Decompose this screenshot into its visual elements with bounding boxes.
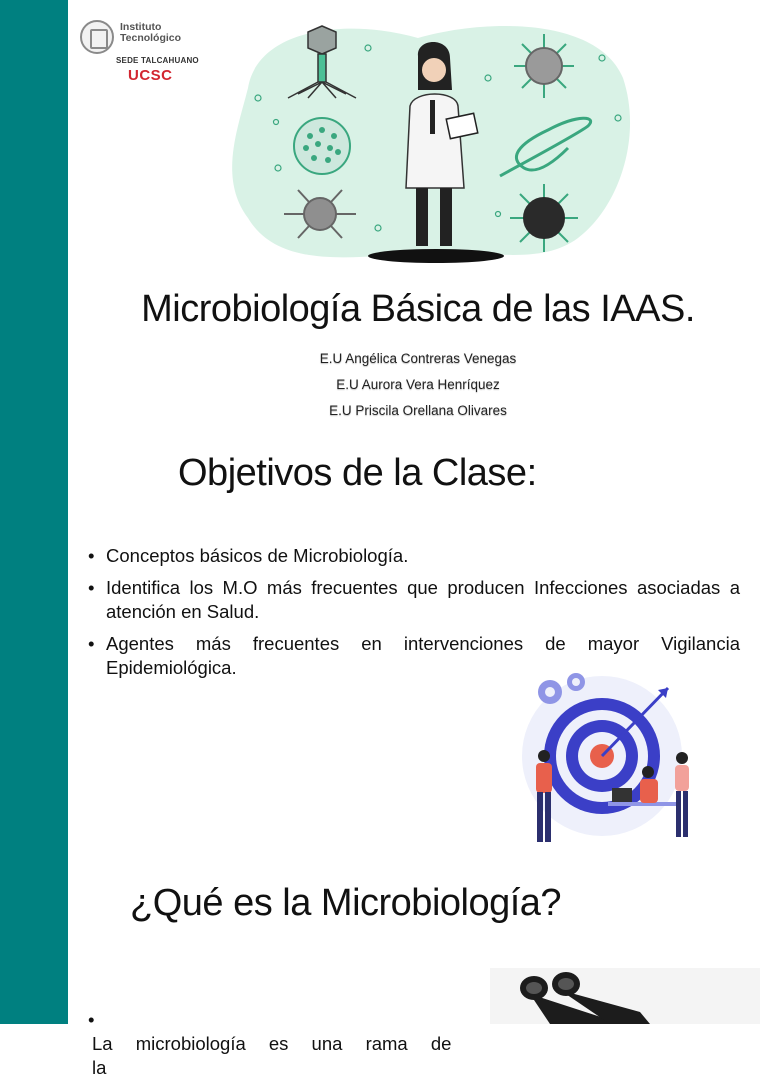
logo-sede: SEDE TALCAHUANO (116, 56, 199, 65)
microscope-icon (490, 968, 760, 1024)
section-heading: ¿Qué es la Microbiología? (130, 882, 562, 924)
target-team-illustration (522, 666, 732, 856)
slide-title: Microbiología Básica de las IAAS. (141, 288, 695, 330)
virus-bottomright-icon (510, 184, 578, 252)
section-first-line: • La microbiología es una rama de la (88, 1009, 452, 1078)
author-list (68, 350, 768, 428)
objective-item: • Conceptos básicos de Microbiología. (88, 544, 740, 568)
left-teal-rail (0, 0, 68, 1024)
author-line: E.U Aurora Vera Henríquez (336, 377, 500, 392)
logo-brand: UCSC (128, 67, 173, 84)
objectives-heading: Objetivos de la Clase: (178, 452, 537, 494)
institution-logo (80, 18, 200, 88)
author-line: E.U Priscila Orellana Olivares (329, 403, 507, 418)
logo-name: Instituto Tecnológico (120, 21, 182, 44)
virus-topright-icon (514, 34, 574, 98)
scientist-virus-illustration (218, 18, 638, 266)
green-virus-icon (294, 118, 350, 174)
objective-item: • Agentes más frecuentes en intervenciones de mayor Vigilancia Epidemiológica. (88, 632, 740, 680)
objective-item: • Identifica los M.O más frecuentes que producen Infecciones asociadas a atención en Salud. (88, 576, 740, 624)
author-line: E.U Angélica Contreras Venegas (319, 351, 517, 366)
crest-icon (80, 20, 114, 54)
